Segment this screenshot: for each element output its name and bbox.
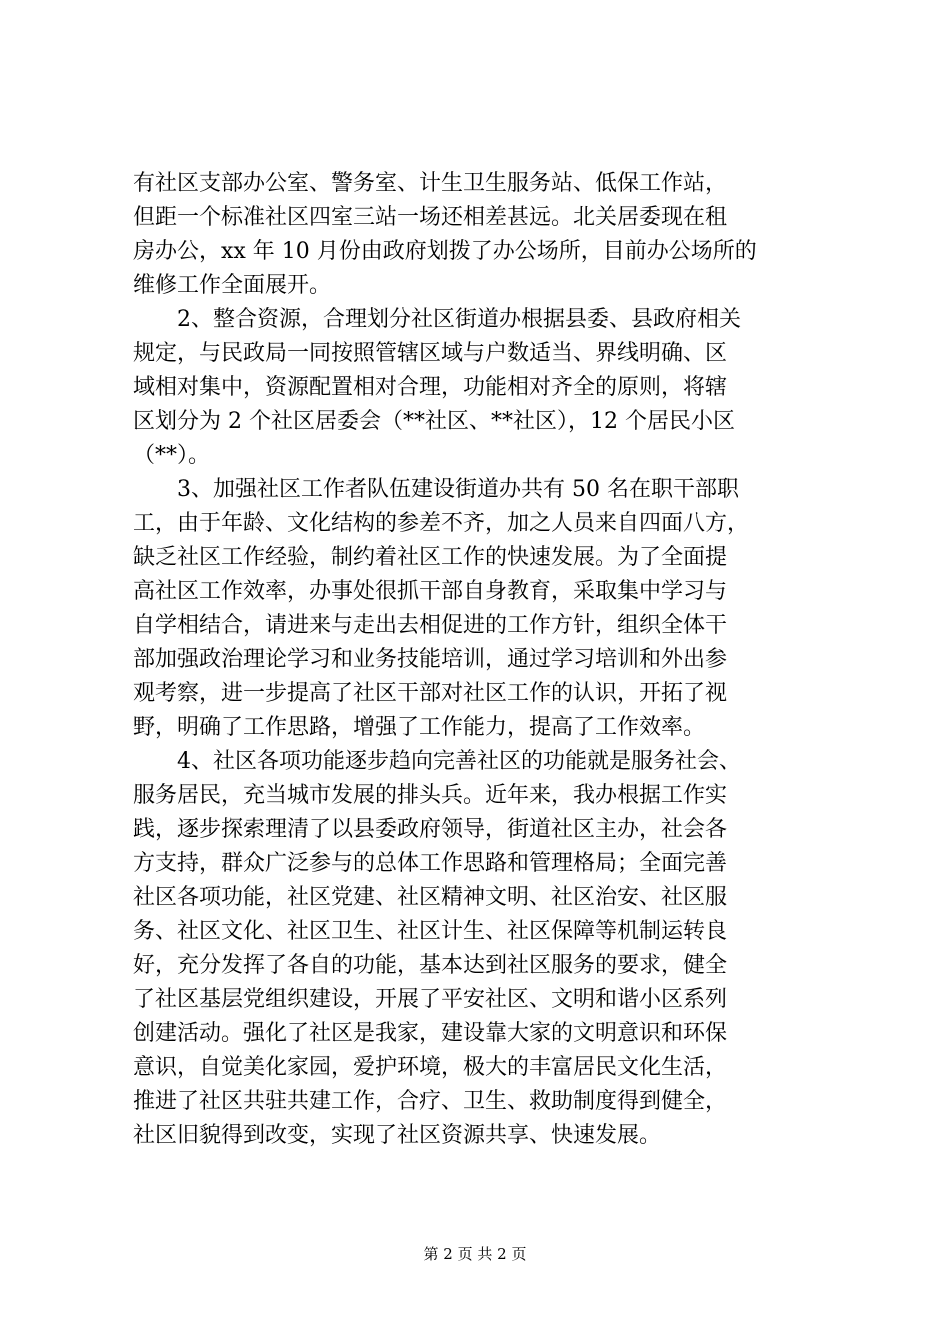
text-line: 域相对集中，资源配置相对合理，功能相对齐全的原则，将辖 (133, 375, 728, 400)
text-line: 缺乏社区工作经验，制约着社区工作的快速发展。为了全面提 (133, 545, 728, 570)
text-line: 了社区基层党组织建设，开展了平安社区、文明和谐小区系列 (133, 987, 728, 1012)
text-line: 意识，自觉美化家园，爱护环境，极大的丰富居民文化生活， (133, 1055, 728, 1080)
text-line: 好，充分发挥了各自的功能，基本达到社区服务的要求，健全 (133, 953, 728, 978)
text-line: 社区各项功能，社区党建、社区精神文明、社区治安、社区服 (133, 885, 728, 910)
text-line: 服务居民，充当城市发展的排头兵。近年来，我办根据工作实 (133, 783, 728, 808)
text-line: 规定，与民政局一同按照管辖区域与户数适当、界线明确、区 (133, 341, 728, 366)
text-line: 维修工作全面展开。 (133, 273, 332, 298)
text-line: 房办公，xx 年 10 月份由政府划拨了办公场所，目前办公场所的 (133, 239, 757, 264)
text-line: 3、加强社区工作者队伍建设街道办共有 50 名在职干部职 (133, 477, 739, 502)
text-line: 推进了社区共驻共建工作，合疗、卫生、救助制度得到健全， (133, 1089, 728, 1114)
text-line: 部加强政治理论学习和业务技能培训，通过学习培训和外出参 (133, 647, 728, 672)
document-body (133, 167, 833, 1153)
text-line: 野，明确了工作思路，增强了工作能力，提高了工作效率。 (133, 715, 706, 740)
text-line: 自学相结合，请进来与走出去相促进的工作方针，组织全体干 (133, 613, 728, 638)
page-footer: 第 2 页 共 2 页 (423, 1245, 527, 1263)
text-line: 区划分为 2 个社区居委会（**社区、**社区），12 个居民小区 (133, 409, 735, 434)
text-line: 践，逐步探索理清了以县委政府领导，街道社区主办，社会各 (133, 817, 728, 842)
text-line: 创建活动。强化了社区是我家，建设靠大家的文明意识和环保 (133, 1021, 728, 1046)
text-line: 方支持，群众广泛参与的总体工作思路和管理格局；全面完善 (133, 851, 728, 876)
text-line: 2、整合资源，合理划分社区街道办根据县委、县政府相关 (133, 307, 741, 332)
text-line: 但距一个标准社区四室三站一场还相差甚远。北关居委现在租 (133, 205, 728, 230)
text-line: 4、社区各项功能逐步趋向完善社区的功能就是服务社会、 (133, 749, 741, 774)
text-line: 高社区工作效率，办事处很抓干部自身教育，采取集中学习与 (133, 579, 728, 604)
text-line: 有社区支部办公室、警务室、计生卫生服务站、低保工作站， (133, 171, 728, 196)
text-line: （**）。 (133, 443, 211, 468)
text-line: 务、社区文化、社区卫生、社区计生、社区保障等机制运转良 (133, 919, 728, 944)
text-line: 工，由于年龄、文化结构的参差不齐，加之人员来自四面八方， (133, 511, 750, 536)
text-line: 观考察，进一步提高了社区干部对社区工作的认识，开拓了视 (133, 681, 728, 706)
text-line: 社区旧貌得到改变，实现了社区资源共享、快速发展。 (133, 1123, 662, 1148)
